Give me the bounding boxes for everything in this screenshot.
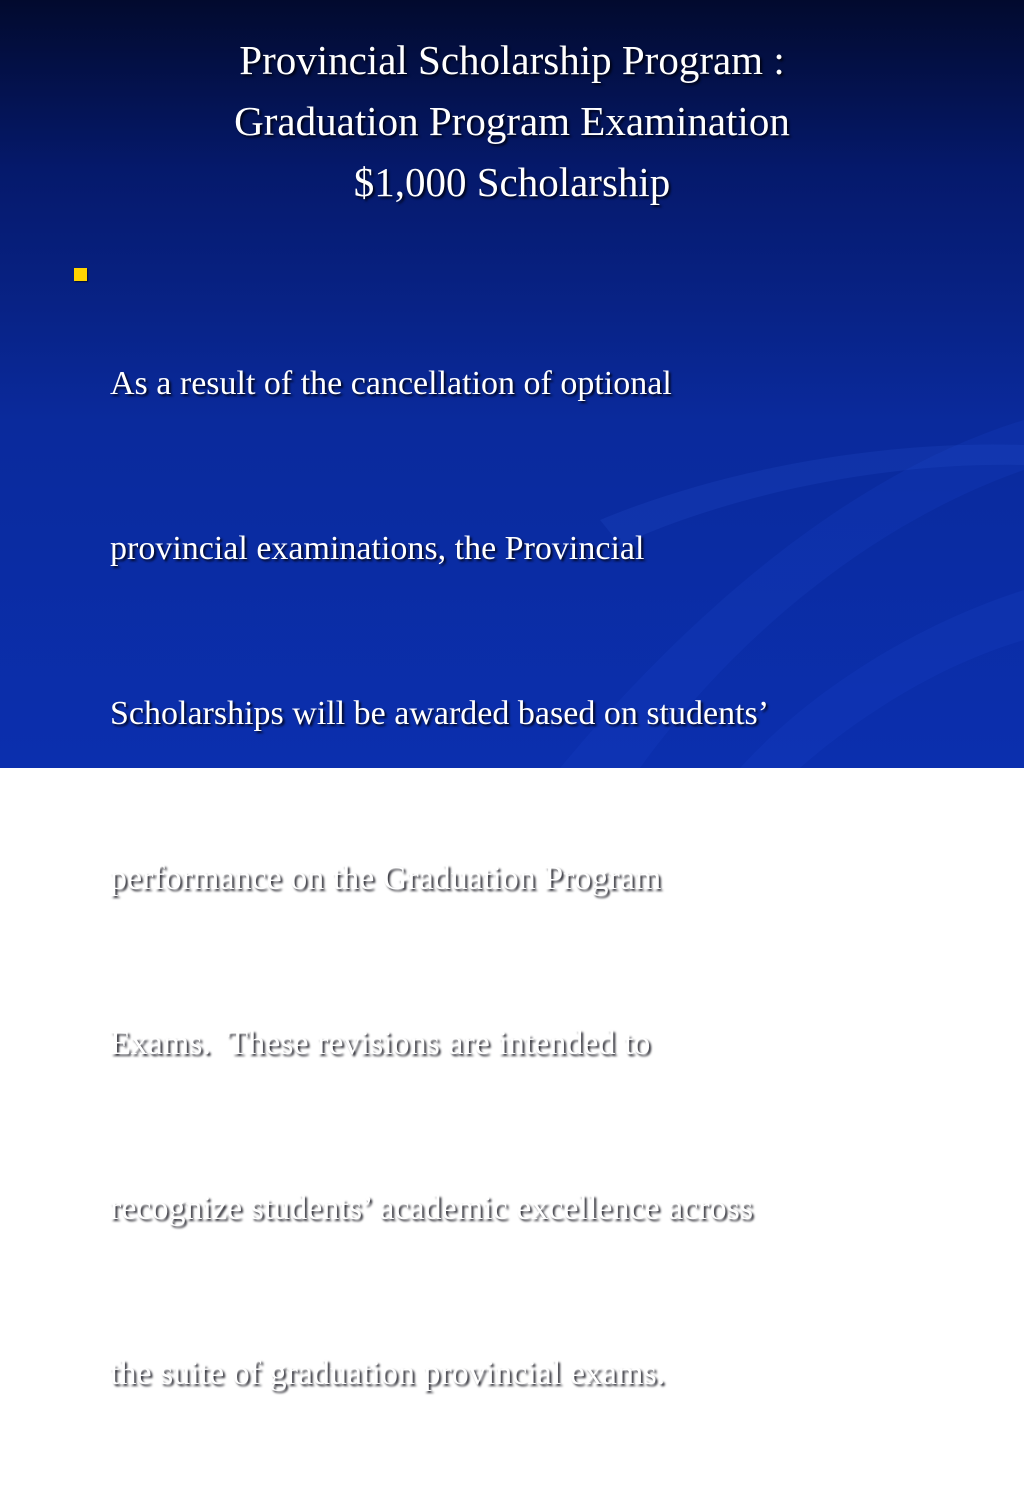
slide-body [72, 246, 972, 1511]
bullet-text-line-4: performance on the Graduation Program [110, 860, 662, 897]
bullet-text-line-2: provincial examinations, the Provincial [110, 530, 645, 567]
bullet-text-line-5: Exams. These revisions are intended to [110, 1025, 651, 1062]
slide-title-line-1: Provincial Scholarship Program : [239, 37, 785, 83]
slide-title-line-2: Graduation Program Examination [234, 98, 790, 144]
bullet-item [72, 246, 972, 1511]
bullet-text-line-1: As a result of the cancellation of optional [110, 365, 672, 402]
bullet-text-line-6: recognize students’ academic excellence across [110, 1190, 754, 1227]
bullet-text-line-3: Scholarships will be awarded based on students’ [110, 695, 770, 732]
slide-title-line-3: $1,000 Scholarship [353, 159, 671, 205]
bullet-text [110, 246, 972, 1511]
bullet-text-line-7: the suite of graduation provincial exams. [110, 1355, 666, 1392]
slide-title [60, 30, 964, 213]
square-bullet-icon [74, 268, 87, 281]
